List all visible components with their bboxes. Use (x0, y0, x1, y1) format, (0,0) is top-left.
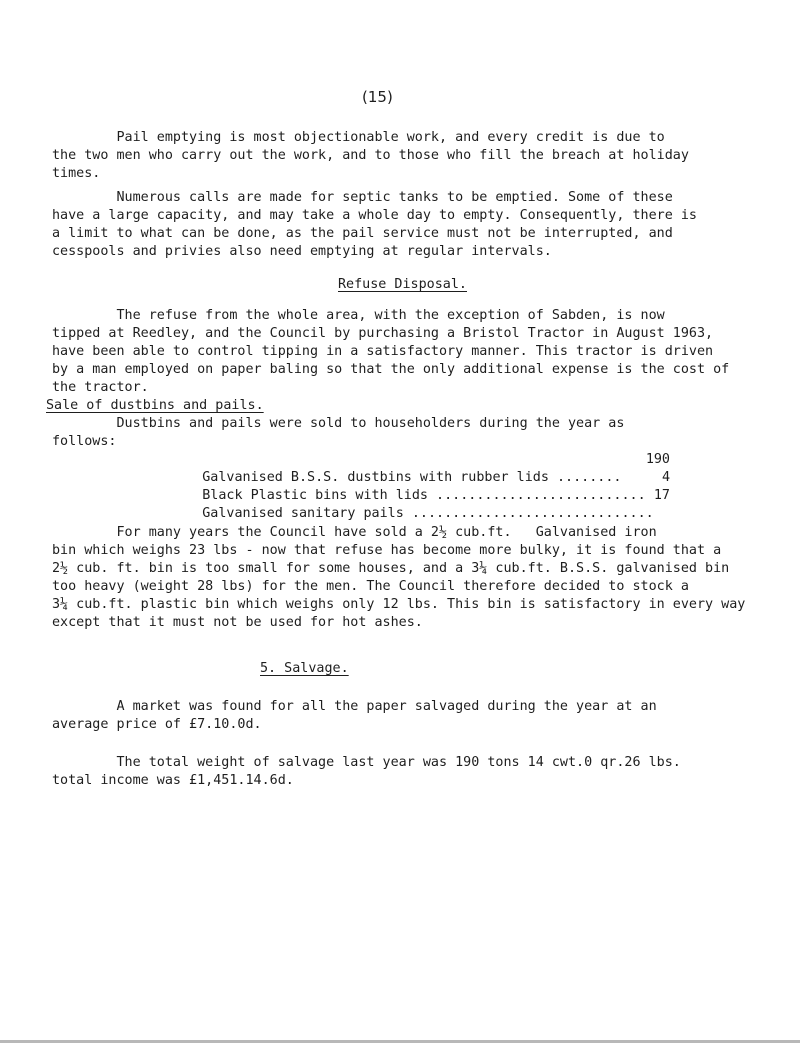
page-number: (15) (362, 88, 393, 106)
sales-item-label: Galvanised sanitary pails .............................. (202, 506, 654, 521)
paragraph-paper-market: A market was found for all the paper salvaged during the year at an average price of £7.10.0d. (52, 699, 657, 732)
sales-item-value: 190 (645, 452, 670, 467)
sales-item-label: Black Plastic bins with lids .......................... (202, 488, 646, 503)
heading-sale-of-dustbins: Sale of dustbins and pails. (46, 398, 264, 413)
paragraph-dustbin-sales-intro: Dustbins and pails were sold to householders during the year as follows: (52, 416, 625, 449)
paragraph-septic-tanks: Numerous calls are made for septic tanks to be emptied. Some of these have a large capacity, and may take a whole day to empty. Consequently, there is a limit to what can be done, as the pail service must not be interrupted, and cesspools and privies also need emptying at regular intervals. (52, 190, 697, 259)
sales-item-value: 4 (661, 470, 670, 485)
sales-item-value: 17 (653, 488, 670, 503)
paragraph-bin-sizes: For many years the Council have sold a 2½ cub.ft. Galvanised iron bin which weighs 23 lbs - now that refuse has become more bulky, it is found that a 2½ cub. ft. bin is too small for some houses, and a 3¼ cub.ft. B.S.S. galvanised bin too heavy (weight 28 lbs) for the men. The Council therefore decided to stock a 3¼ cub.ft. plastic bin which weighs only 12 lbs. This bin is satisfactory in every way except that it must not be used for hot ashes. (52, 525, 746, 630)
heading-salvage: 5. Salvage. (260, 661, 349, 676)
sales-item-label: Galvanised B.S.S. dustbins with rubber lids ........ (202, 470, 622, 485)
paragraph-salvage-totals: The total weight of salvage last year was 190 tons 14 cwt.0 qr.26 lbs. total income was £1,451.14.6d. (52, 755, 681, 788)
page-bottom-edge (0, 1040, 800, 1043)
heading-refuse-disposal: Refuse Disposal. (338, 277, 467, 292)
paragraph-pail-emptying: Pail emptying is most objectionable work, and every credit is due to the two men who carry out the work, and to those who fill the breach at holiday times. (52, 130, 689, 181)
paragraph-refuse-disposal: The refuse from the whole area, with the exception of Sabden, is now tipped at Reedley, and the Council by purchasing a Bristol Tractor in August 1963, have been able to control tipping in a satisfactory manner. This tractor is driven by a man employed on paper baling so that the only additional expense is the cost of the tractor. (52, 308, 730, 395)
